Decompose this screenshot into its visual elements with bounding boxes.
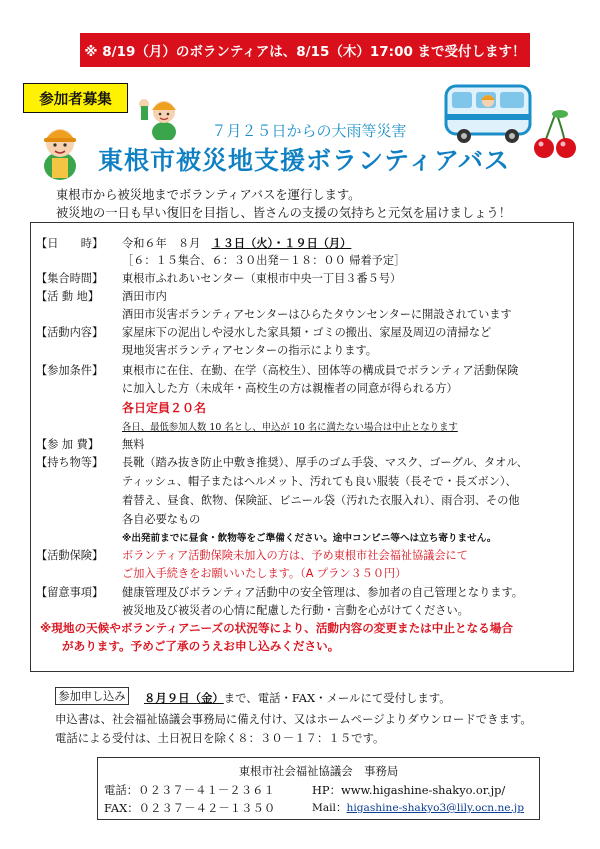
area-note: 酒田市災害ボランティアセンターはひらたタウンセンターに開設されています bbox=[122, 308, 512, 321]
area-label: 【活 動 地】 bbox=[36, 290, 100, 303]
cond-line-2: に加入した方（未成年・高校生の方は親権者の同意が得られる方） bbox=[122, 382, 458, 395]
content-label: 【活動内容】 bbox=[36, 326, 104, 339]
volunteer-illustration-center bbox=[136, 90, 186, 140]
fee-value: 無料 bbox=[122, 438, 145, 451]
apply-line-2: 申込書は、社会福祉協議会事務局に備え付け、又はホームページよりダウンロードできます。 bbox=[55, 712, 532, 726]
content-line-1: 家屋床下の泥出しや浸水した家具類・ゴミの搬出、家屋及周辺の清掃など bbox=[122, 326, 492, 339]
items-label: 【持ち物等】 bbox=[36, 456, 104, 469]
date-highlight: １３日（火）・１９日（月） bbox=[211, 236, 352, 250]
items-line-3: 着替え、昼食、飲物、保険証、ビニール袋（汚れた衣服入れ）、雨合羽、その他 bbox=[122, 494, 520, 507]
items-note: ※出発前までに昼食・飲物等をご準備ください。途中コンビニ等へは立ち寄りません。 bbox=[122, 533, 497, 544]
cond-line-1: 東根市に在住、在勤、在学（高校生）、団体等の構成員でボランティア活動保険 bbox=[122, 364, 519, 377]
bus-illustration bbox=[442, 80, 534, 146]
warning-line-1: ※現地の天候やボランティアニーズの状況等により、活動内容の変更または中止となる場合 bbox=[40, 621, 513, 635]
area-value: 酒田市内 bbox=[122, 290, 167, 303]
meeting-label: 【集合時間】 bbox=[36, 272, 104, 285]
warning-line-2: があります。予めご了承のうえお申し込みください。 bbox=[62, 639, 340, 653]
min-participants-note: 各日、最低参加人数 10 名とし、申込が 10 名に満たない場合は中止となります bbox=[122, 422, 458, 433]
apply-deadline: ８月９日（金） bbox=[144, 691, 224, 705]
contact-box bbox=[97, 757, 540, 820]
intro-line-1: 東根市から被災地までボランティアバスを運行します。 bbox=[56, 188, 361, 202]
intro-line-2: 被災地の一日も早い復旧を目指し、皆さんの支援の気持ちと元気を届けましょう！ bbox=[56, 206, 511, 220]
mail-address[interactable]: higashine-shakyo3@lily.ocn.ne.jp bbox=[346, 802, 525, 814]
fee-label: 【参 加 費】 bbox=[36, 438, 100, 451]
items-line-1: 長靴（踏み抜き防止中敷き推奨）、厚手のゴム手袋、マスク、ゴーグル、タオル、 bbox=[122, 456, 528, 469]
date-prefix: 令和６年 ８月 bbox=[122, 237, 212, 250]
apply-label: 参加申し込み bbox=[55, 687, 129, 705]
notice-line-2: 被災地及び被災者の心情に配慮した行動・言動を心がけてください。 bbox=[122, 604, 469, 617]
items-line-2: ティッシュ、帽子またはヘルメット、汚れても良い服装（長そで・長ズボン）、 bbox=[122, 475, 517, 488]
insurance-line-1: ボランティア活動保険未加入の方は、予め東根市社会福祉協議会にて bbox=[122, 549, 468, 562]
deadline-banner: ※ 8/19（月）のボランティアは、8/15（木）17:00 まで受付します！ bbox=[80, 33, 530, 67]
phone-number: 電話：０２３７－４１－２３６１ bbox=[104, 783, 275, 797]
capacity-text: 各日定員２０名 bbox=[122, 401, 207, 415]
notice-label: 【留意事項】 bbox=[36, 586, 104, 599]
meeting-value: 東根市ふれあいセンター（東根市中央一丁目３番５号） bbox=[122, 272, 402, 285]
org-name: 東根市社会福祉協議会 事務局 bbox=[238, 764, 399, 778]
date-note: ［６：１５集合、６：３０出発－１８：００ 帰着予定］ bbox=[122, 254, 406, 267]
disaster-subtitle: ７月２５日からの大雨等災害 bbox=[211, 122, 407, 140]
insurance-line-2: ご加入手続きをお願いいたします。（A プラン３５０円） bbox=[122, 567, 407, 580]
homepage-url[interactable]: HP：www.higashine-shakyo.or.jp/ bbox=[312, 783, 506, 797]
items-line-4: 各自必要なもの bbox=[122, 513, 201, 526]
cond-label: 【参加条件】 bbox=[36, 364, 104, 377]
mail-label: Mail： bbox=[312, 802, 347, 814]
recruit-label: 参加者募集 bbox=[23, 83, 128, 113]
notice-line-1: 健康管理及びボランティア活動中の安全管理は、参加者の自己管理となります。 bbox=[122, 586, 523, 599]
apply-line-3: 電話による受付は、土日祝日を除く８：３０－１７：１５です。 bbox=[55, 731, 385, 745]
page-title: 東根市被災地支援ボランティアバス bbox=[97, 146, 510, 175]
date-label: 【日 時】 bbox=[36, 237, 104, 250]
insurance-label: 【活動保険】 bbox=[36, 549, 104, 562]
content-line-2: 現地災害ボランティアセンターの指示によります。 bbox=[122, 344, 377, 357]
apply-line-1 bbox=[144, 690, 451, 706]
volunteer-illustration-left bbox=[32, 118, 88, 180]
apply-line-1-rest: まで、電話・FAX・メールにて受付します。 bbox=[223, 691, 451, 705]
fax-number: FAX：０２３７－４２－１３５０ bbox=[104, 801, 276, 815]
cherry-illustration bbox=[532, 108, 578, 160]
